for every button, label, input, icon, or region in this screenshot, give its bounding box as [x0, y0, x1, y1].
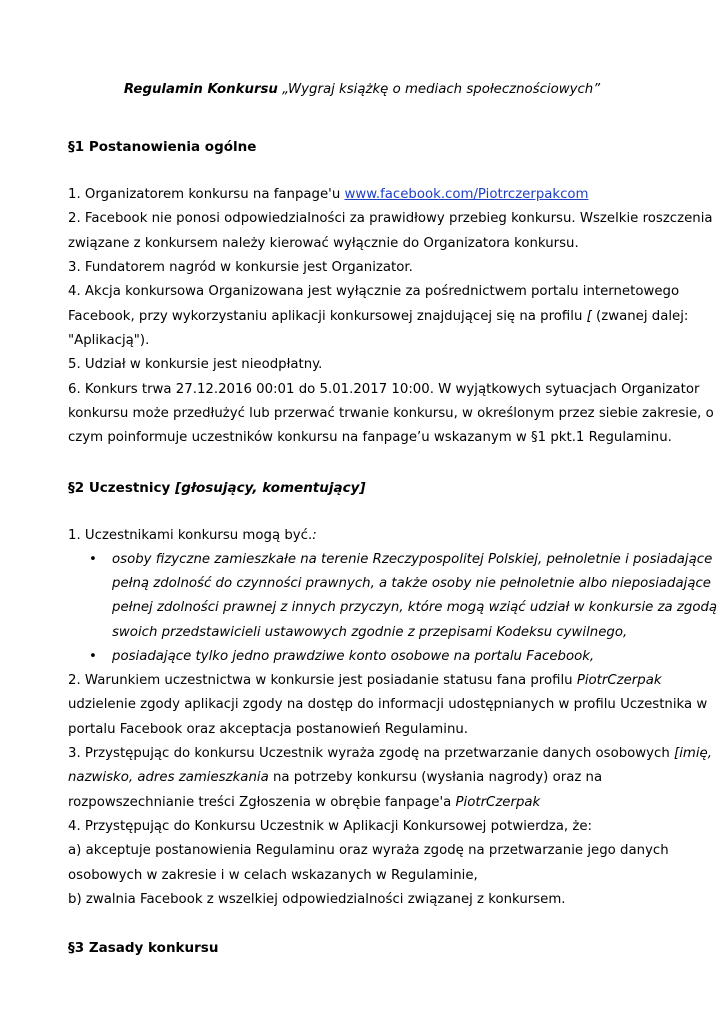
- bullet-2: •: [89, 649, 97, 664]
- s2-line-9: a) akceptuje postanowienia Regulaminu oraz wyraża zgodę na przetwarzanie jego danych: [68, 843, 669, 858]
- s1-line-10: konkursu może przedłużyć lub przerwać trwanie konkursu, w określonym przez siebie zakresie, o: [68, 406, 714, 421]
- s1-line-6a: Facebook, przy wykorzystaniu aplikacji konkursowej znajdującej się na profilu: [68, 309, 587, 324]
- s1-line-5: 4. Akcja konkursowa Organizowana jest wyłącznie za pośrednictwem portalu internetowego: [68, 284, 680, 299]
- s2-line-5a: 3. Przystępując do konkursu Uczestnik wyraża zgodę na przetwarzanie danych osobowych: [68, 746, 675, 761]
- s2-bullet-1-line-4: swoich przedstawicieli ustawowych zgodnie z przepisami Kodeksu cywilnego,: [112, 625, 628, 640]
- s1-line-6c: (zwanej dalej:: [591, 309, 689, 324]
- section-2-heading: [68, 480, 366, 496]
- s2-line-1a: 1. Uczestnikami konkursu mogą być.: [68, 528, 313, 543]
- s2-line-2b: PiotrCzerpak: [576, 673, 662, 688]
- s1-line-3: związane z konkursem należy kierować wyłącznie do Organizatora konkursu.: [68, 236, 579, 251]
- s1-line-9: 6. Konkurs trwa 27.12.2016 00:01 do 5.01.2017 10:00. W wyjątkowych sytuacjach Organizator: [68, 382, 700, 397]
- s1-line-11: czym poinformuje uczestników konkursu na fanpage’u wskazanym w §1 pkt.1 Regulaminu.: [68, 430, 672, 445]
- s2-line-7: [68, 795, 540, 811]
- s1-line-8: 5. Udział w konkursie jest nieodpłatny.: [68, 357, 323, 372]
- s2-line-7b: PiotrCzerpak: [455, 795, 541, 810]
- s2-line-3: udzielenie zgody aplikacji zgody na dostęp do informacji udostępnianych w profilu Uczestnika w: [68, 697, 708, 712]
- s1-line-6b: [: [586, 309, 592, 324]
- s1-line-4: 3. Fundatorem nagród w konkursie jest Organizator.: [68, 260, 413, 275]
- s2-line-6b: na potrzeby konkursu (wysłania nagrody) oraz na: [268, 770, 603, 785]
- s1-line-1-text: 1. Organizatorem konkursu na fanpage'u: [68, 187, 345, 202]
- s1-line-7: "Aplikacją").: [68, 333, 150, 348]
- section-2-heading-b: [głosujący, komentujący]: [175, 480, 366, 496]
- title-bold: Regulamin Konkursu: [123, 82, 278, 97]
- s2-line-2: [68, 673, 662, 689]
- s2-line-8: 4. Przystępując do Konkursu Uczestnik w Aplikacji Konkursowej potwierdza, że:: [68, 819, 593, 834]
- s1-line-2: 2. Facebook nie ponosi odpowiedzialności za prawidłowy przebieg konkursu. Wszelkie roszczenia: [68, 211, 713, 226]
- s2-line-1: [68, 528, 317, 544]
- section-2-heading-a: §2 Uczestnicy: [68, 480, 176, 496]
- s1-line-6: [68, 309, 688, 325]
- s2-line-5b: [imię,: [674, 746, 712, 761]
- s2-line-6: [68, 770, 602, 786]
- facebook-link[interactable]: www.facebook.com/Piotrczerpakcom: [344, 187, 589, 202]
- s2-line-4: portalu Facebook oraz akceptacja postanowień Regulaminu.: [68, 722, 469, 737]
- s2-line-2a: 2. Warunkiem uczestnictwa w konkursie jest posiadanie statusu fana profilu: [68, 673, 577, 688]
- bullet-1: •: [89, 552, 97, 567]
- title-rest: „Wygraj książkę o mediach społecznościowych”: [277, 82, 601, 97]
- s2-line-1b: :: [312, 528, 317, 543]
- s2-line-10: osobowych w zakresie i w celach wskazanych w Regulaminie,: [68, 868, 478, 883]
- s2-line-6a: nazwisko, adres zamieszkania: [68, 770, 269, 785]
- s2-bullet-2: posiadające tylko jedno prawdziwe konto osobowe na portalu Facebook,: [112, 649, 595, 664]
- s2-bullet-1-line-3: pełnej zdolności prawnej z innych przyczyn, które mogą wziąć udział w konkursie za zgodą: [112, 600, 718, 615]
- s2-bullet-1-line-2: pełną zdolność do czynności prawnych, a także osoby nie pełnoletnie albo nieposiadające: [112, 576, 711, 591]
- s2-line-7a: rozpowszechnianie treści Zgłoszenia w obrębie fanpage'a: [68, 795, 456, 810]
- document-title: [0, 82, 724, 97]
- s2-line-11: b) zwalnia Facebook z wszelkiej odpowiedzialności związanej z konkursem.: [68, 892, 566, 907]
- s2-line-5: [68, 746, 712, 762]
- s2-bullet-1-line-1: osoby fizyczne zamieszkałe na terenie Rzeczypospolitej Polskiej, pełnoletnie i posiadające: [112, 552, 713, 567]
- section-3-heading: §3 Zasady konkursu: [68, 940, 219, 956]
- section-1-heading: §1 Postanowienia ogólne: [68, 139, 257, 155]
- s1-line-1: [68, 187, 589, 203]
